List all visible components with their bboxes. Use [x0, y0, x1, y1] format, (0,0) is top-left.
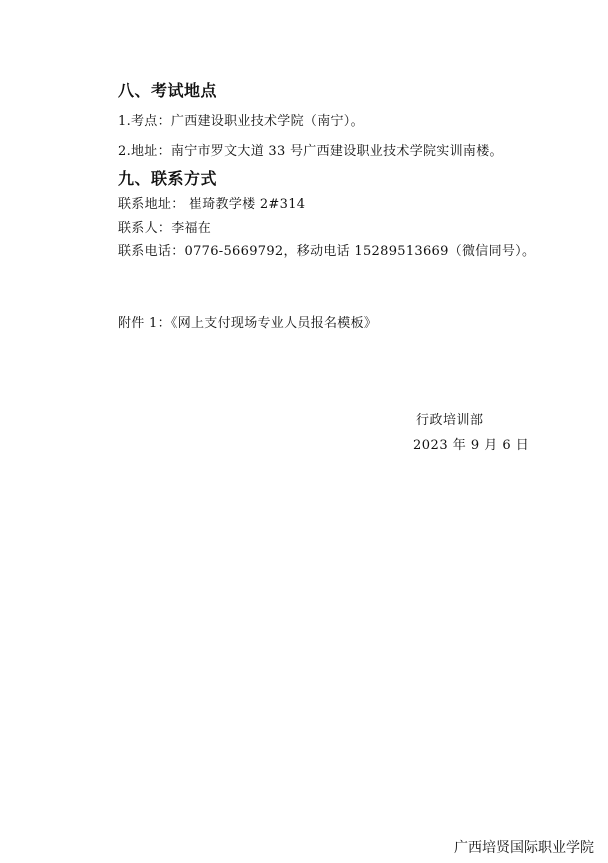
- contact-address-line: 联系地址： 崔琦教学楼 2#314: [118, 197, 306, 212]
- exam-site-line: 1.考点：广西建设职业技术学院（南宁）。: [118, 114, 364, 129]
- attachment-line: 附件 1：《网上支付现场专业人员报名模板》: [118, 316, 378, 331]
- watermark-text: 广西培贤国际职业学院: [454, 840, 594, 856]
- signature-department: 行政培训部: [416, 413, 484, 428]
- exam-address-line: 2.地址：南宁市罗文大道 33 号广西建设职业技术学院实训南楼。: [118, 144, 503, 159]
- contact-phone-line: 联系电话：0776-5669792，移动电话 15289513669（微信同号）。: [118, 244, 536, 259]
- contact-person-line: 联系人：李福在: [118, 221, 212, 236]
- section-9-heading: 九、联系方式: [118, 169, 218, 188]
- section-8-heading: 八、考试地点: [118, 81, 218, 100]
- signature-date: 2023 年 9 月 6 日: [413, 438, 530, 453]
